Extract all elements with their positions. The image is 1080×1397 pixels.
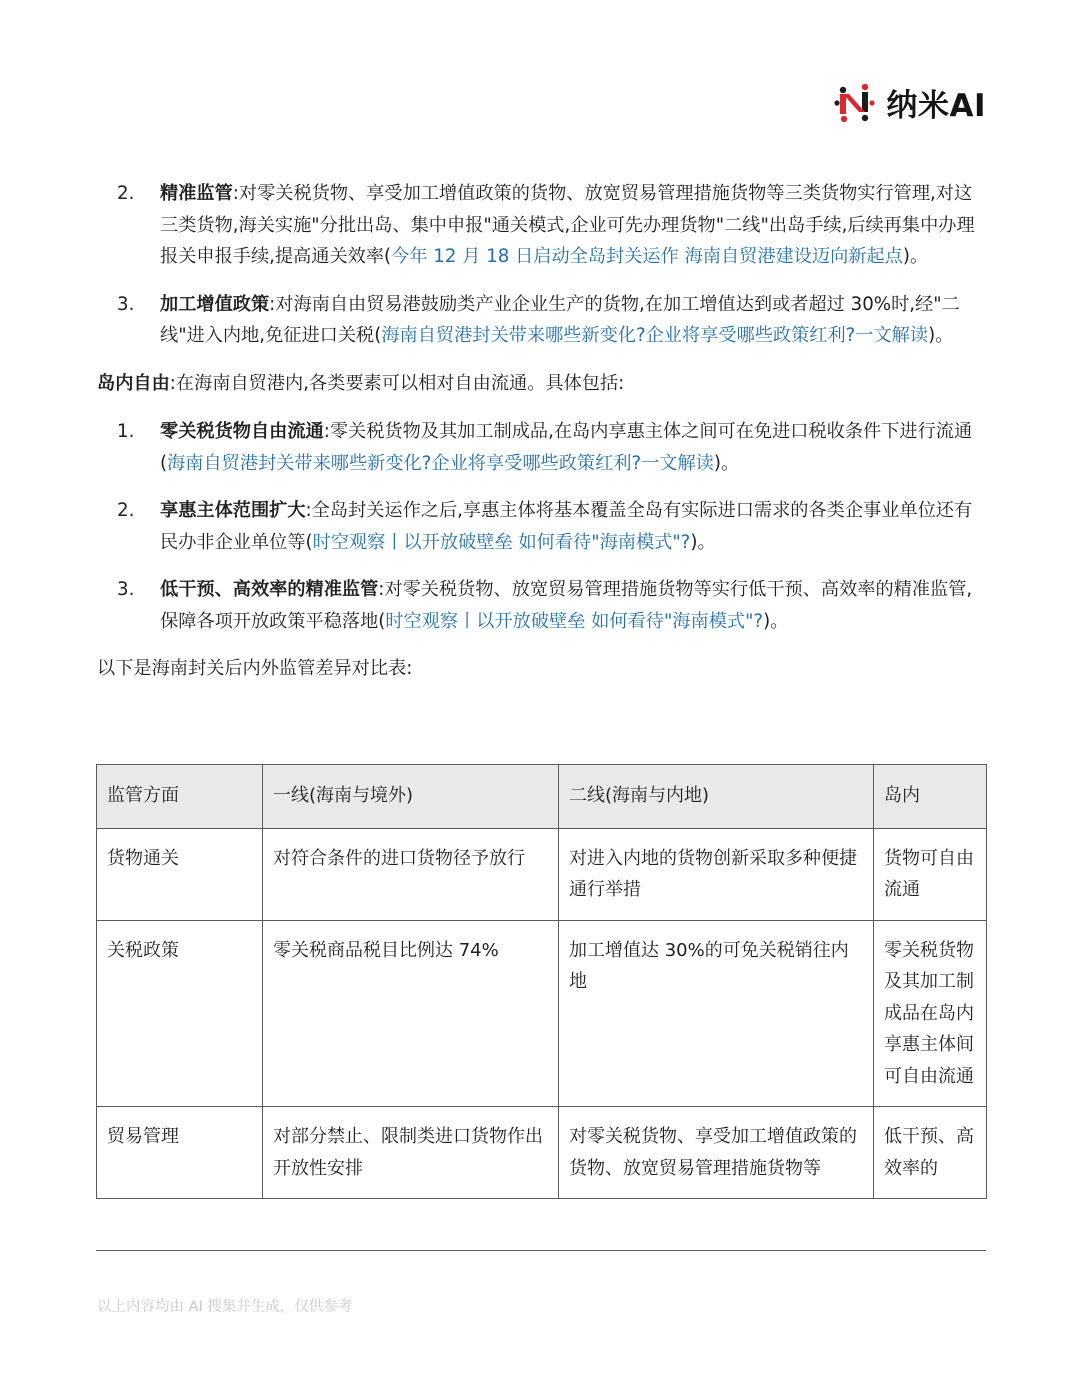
list-number: 2. (117, 183, 135, 204)
item-text: :对零关税货物、享受加工增值政策的货物、放宽贸易管理措施货物等三类货物实行管理,对这三类货物,海关实施"分批出岛、集中申报"通关模式,企业可先办理货物"二线"出岛手续,后续再集中办理报关申报手续,提高通关效率( (160, 183, 975, 267)
island-freedom-paragraph (97, 368, 987, 400)
item-tail: )。 (690, 531, 716, 553)
nano-ai-logo-icon (834, 81, 876, 125)
list-number: 1. (117, 421, 135, 442)
source-link[interactable]: 时空观察丨以开放破壁垒 如何看待"海南模式"? (312, 531, 691, 553)
table-cutoff-mask (0, 1252, 1080, 1397)
column-header: 一线(海南与境外) (263, 765, 559, 829)
comparison-table (96, 764, 987, 1199)
table-row (97, 828, 987, 920)
table-row (97, 920, 987, 1107)
source-link[interactable]: 海南自贸港封关带来哪些新变化?企业将享受哪些政策红利?一文解读 (167, 452, 714, 474)
column-header: 岛内 (874, 765, 987, 829)
brand-name: 纳米AI (886, 88, 986, 124)
list-number: 3. (117, 579, 135, 600)
list-item (97, 178, 987, 273)
paragraph-text: :在海南自贸港内,各类要素可以相对自由流通。具体包括: (169, 372, 625, 394)
item-title: 零关税货物自由流通 (160, 421, 324, 442)
item-tail: )。 (713, 452, 740, 474)
item-tail: )。 (928, 325, 954, 346)
table-cell: 对进入内地的货物创新采取多种便捷通行举措 (559, 828, 874, 920)
item-title: 低干预、高效率的精准监管 (160, 579, 379, 600)
table-cell: 零关税货物及其加工制成品在岛内享惠主体间可自由流通 (874, 920, 987, 1107)
item-title: 精准监管 (160, 183, 233, 204)
list-item (97, 416, 987, 479)
brand-logo (834, 80, 986, 125)
item-text: :对零关税货物、放宽贸易管理措施货物等实行低干预、高效率的精准监管,保障各项开放政策平稳落地( (160, 579, 973, 632)
table-cell: 对符合条件的进口货物径予放行 (263, 828, 559, 920)
table-cell: 加工增值达 30%的可免关税销往内地 (559, 920, 874, 1107)
table-cell: 货物通关 (97, 828, 263, 920)
regulation-list-a (97, 178, 987, 352)
source-link[interactable]: 今年 12 月 18 日启动全岛封关运作 海南自贸港建设迈向新起点 (391, 246, 903, 267)
list-item (97, 495, 987, 558)
table-cell: 关税政策 (97, 920, 263, 1107)
table-intro: 以下是海南封关后内外监管差异对比表: (97, 658, 413, 679)
item-text: :全岛封关运作之后,享惠主体将基本覆盖全岛有实际进口需求的各类企事业单位还有民办非企业单位等( (160, 500, 973, 553)
list-item (97, 574, 987, 637)
item-title: 享惠主体范围扩大 (160, 500, 306, 521)
regulation-list-b (97, 416, 987, 637)
list-number: 2. (117, 500, 135, 521)
item-tail: )。 (763, 610, 789, 632)
item-text: :对海南自由贸易港鼓励类产业企业生产的货物,在加工增值达到或者超过 30%时,经"二线"进入内地,免征进口关税( (160, 293, 960, 346)
table-cell: 货物可自由流通 (874, 828, 987, 920)
item-text: :零关税货物及其加工制成品,在岛内享惠主体之间可在免进口税收条件下进行流通( (160, 421, 973, 474)
table-cell: 对部分禁止、限制类进口货物作出开放性安排 (263, 1107, 559, 1199)
table-bottom-edge (96, 1250, 986, 1251)
table-cell: 对零关税货物、享受加工增值政策的货物、放宽贸易管理措施货物等 (559, 1107, 874, 1199)
table-cell: 低干预、高效率的 (874, 1107, 987, 1199)
column-header: 二线(海南与内地) (559, 765, 874, 829)
source-link[interactable]: 时空观察丨以开放破壁垒 如何看待"海南模式"? (385, 610, 764, 632)
list-item (97, 289, 987, 352)
item-title: 加工增值政策 (160, 293, 270, 315)
table-cell: 贸易管理 (97, 1107, 263, 1199)
table-cell: 零关税商品税目比例达 74% (263, 920, 559, 1107)
paragraph-title: 岛内自由 (97, 372, 170, 394)
list-number: 3. (117, 293, 135, 315)
table-row (97, 1107, 987, 1199)
column-header: 监管方面 (97, 765, 263, 829)
table-header-row (97, 765, 987, 829)
article-body (97, 178, 987, 702)
item-tail: )。 (902, 246, 929, 267)
source-link[interactable]: 海南自贸港封关带来哪些新变化?企业将享受哪些政策红利?一文解读 (381, 325, 929, 346)
ai-disclaimer: 以上内容均由 AI 搜集并生成，仅供参考 (97, 1299, 353, 1315)
